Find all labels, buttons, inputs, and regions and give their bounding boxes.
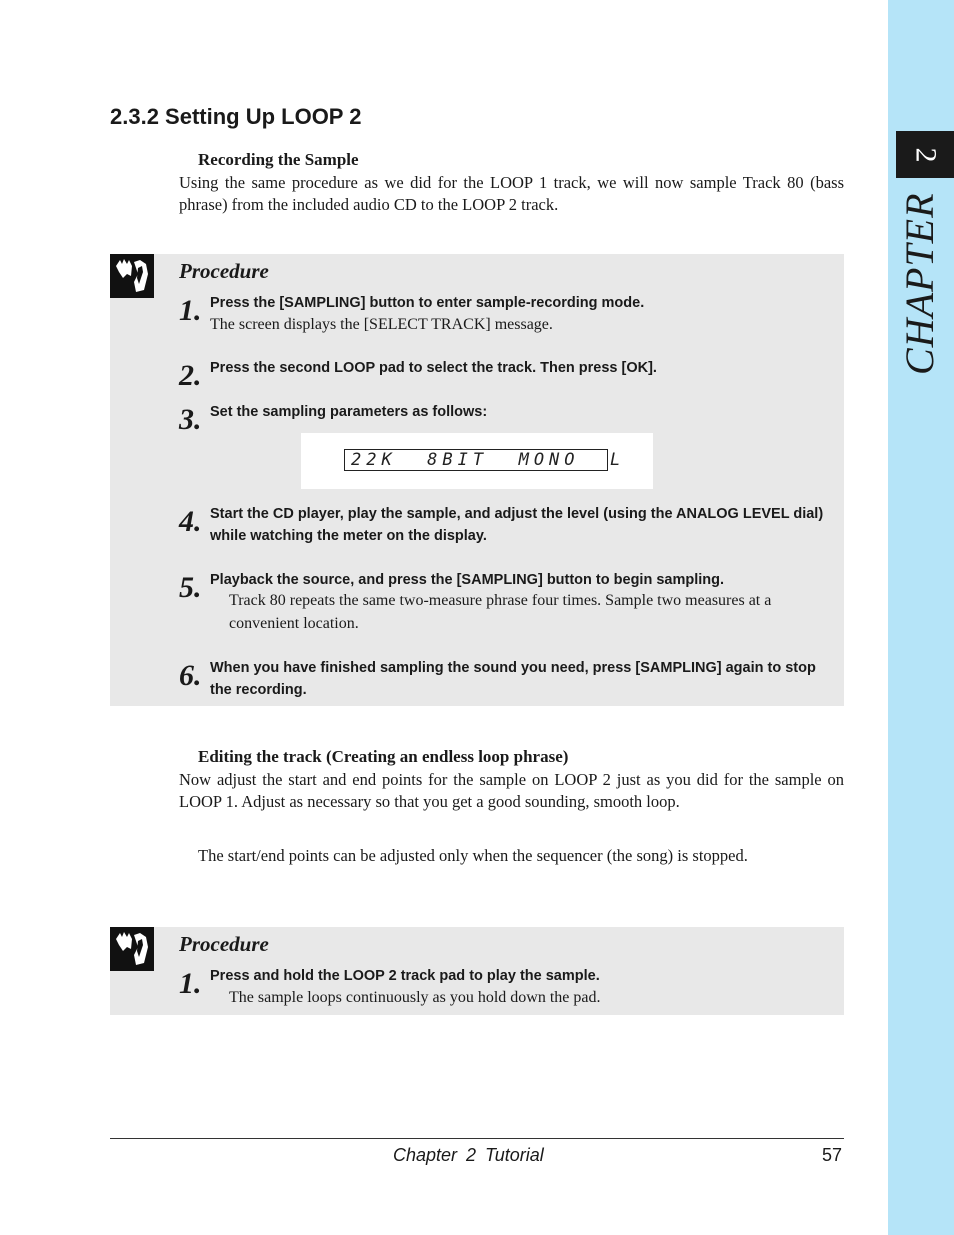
step-text: Start the CD player, play the sample, and adjust the level (using the ANALOG LEVEL dial) while watching the meter on the display.: [210, 506, 824, 544]
step-number: 1.: [179, 967, 202, 1000]
step-text: Playback the source, and press the [SAMPLING] button to begin sampling.: [210, 572, 725, 588]
chapter-word: CHAPTER: [897, 192, 942, 375]
lcd-display: 22K 8BIT MONO L: [344, 449, 608, 471]
recording-intro: Using the same procedure as we did for the LOOP 1 track, we will now sample Track 80 (bass phrase) from the included audio CD to the LOOP 2 track.: [179, 173, 844, 214]
step-text: Set the sampling parameters as follows:: [210, 404, 488, 420]
step-note: The screen displays the [SELECT TRACK] message.: [210, 316, 553, 333]
step-note: The sample loops continuously as you hold down the pad.: [229, 989, 601, 1006]
footer-chapter-label: Chapter 2 Tutorial: [393, 1145, 544, 1165]
lcd-display-box: [301, 433, 653, 489]
recording-heading: Recording the Sample: [198, 150, 359, 169]
procedure-panel-2: [110, 927, 844, 1015]
step-note: Track 80 repeats the same two-measure phrase four times. Sample two measures at a convenient location.: [229, 592, 772, 632]
procedure-panel-1: [110, 254, 844, 706]
hand-procedure-icon: [110, 254, 154, 298]
chapter-number: 2: [909, 147, 942, 162]
footer-rule: [110, 1138, 844, 1139]
editing-heading: Editing the track (Creating an endless loop phrase): [198, 747, 569, 766]
step-number: 4.: [179, 505, 202, 538]
procedure-title: Procedure: [179, 259, 269, 283]
step-number: 6.: [179, 659, 202, 692]
step-number: 5.: [179, 571, 202, 604]
page-number: 57: [822, 1145, 843, 1165]
step-text: When you have finished sampling the sound you need, press [SAMPLING] again to stop the recording.: [210, 660, 816, 698]
procedure-title: Procedure: [179, 932, 269, 956]
chapter-number-box: [896, 131, 954, 178]
step-text: Press and hold the LOOP 2 track pad to play the sample.: [210, 968, 600, 984]
chapter-side-tab: [888, 0, 954, 1235]
step-number: 3.: [179, 403, 202, 436]
step-text: Press the second LOOP pad to select the track. Then press [OK].: [210, 360, 657, 376]
step-number: 2.: [179, 359, 202, 392]
editing-intro: Now adjust the start and end points for the sample on LOOP 2 just as you did for the sample on LOOP 1. Adjust as necessary so that you get a good sounding, smooth loop.: [179, 770, 844, 811]
step-text: Press the [SAMPLING] button to enter sample-recording mode.: [210, 295, 645, 311]
editing-note: The start/end points can be adjusted only when the sequencer (the song) is stopped.: [198, 846, 748, 865]
step-number: 1.: [179, 294, 202, 327]
hand-procedure-icon: [110, 927, 154, 971]
section-heading: 2.3.2 Setting Up LOOP 2: [110, 104, 362, 129]
